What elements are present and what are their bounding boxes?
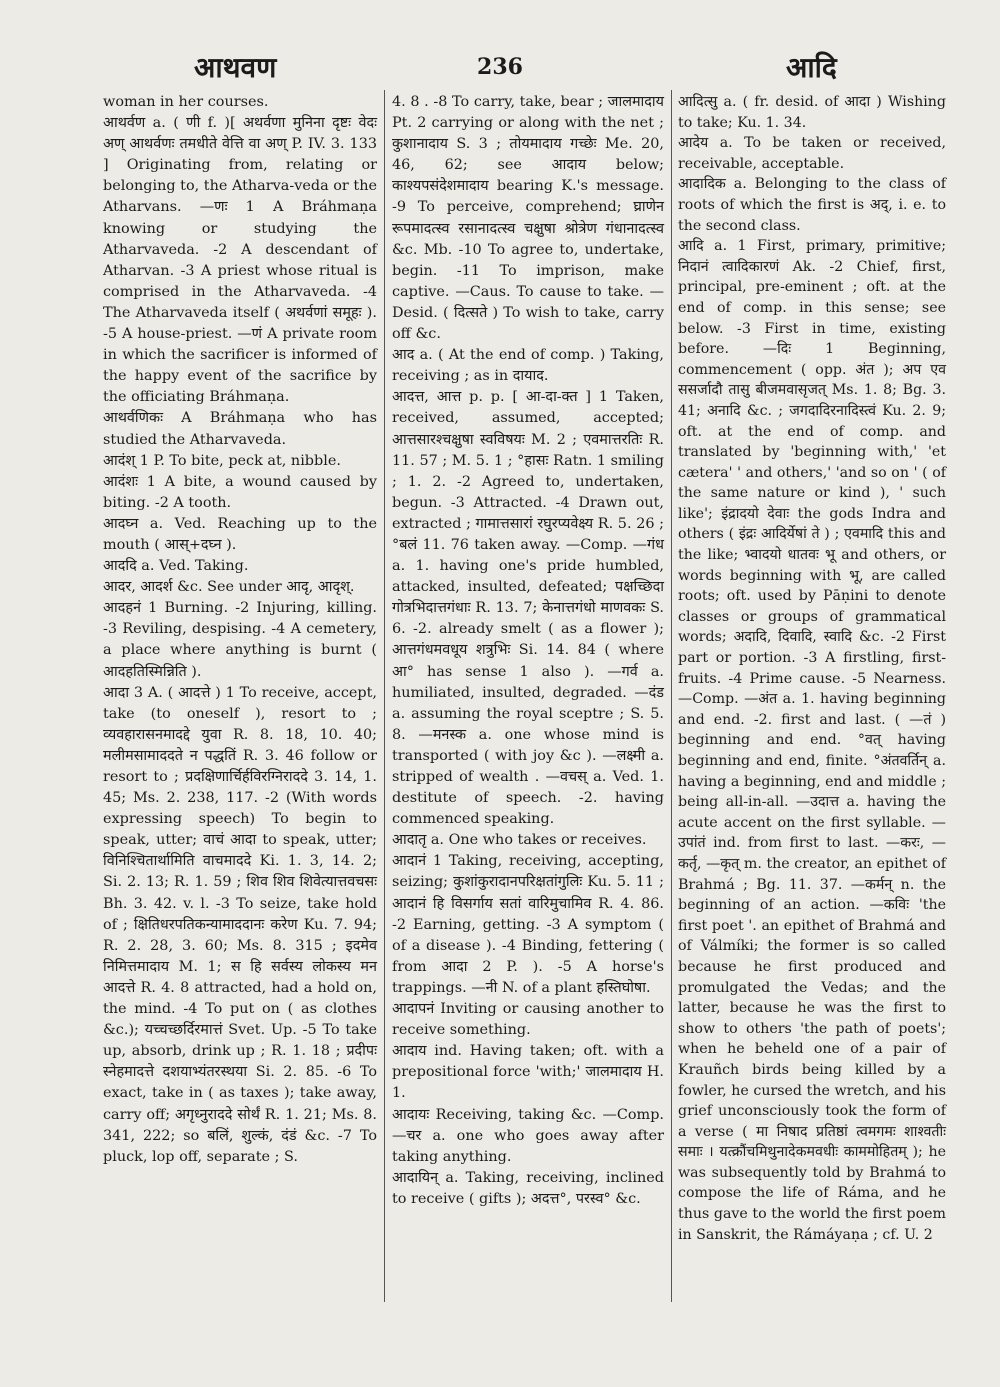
column-2 [392,92,664,1210]
entry: आथर्वण a. ( णी f. )[ अथर्वणा मुनिना दृष्टः वेदः अण् आथर्वणः तमधीते वेत्ति वा अण् P. IV. 3. 133 ] Originating from, relating or belonging to, the Atharva-veda or the Atharvans. —णः 1 A Bráhmaṇa knowing or studying the Atharvaveda. -2 A descendant of Atharvan. -3 A priest whose ritual is comprised in the Atharvaveda. -4 The Atharvaveda itself ( अथर्वणां समूहः ). -5 A house-priest. —णं A private room in which the sacrificer is informed of the happy event of the sacrifice by the officiating Bráhmaṇa. [103,115,377,406]
entry: आथर्वणिकः A Bráhmaṇa who has studied the Atharvaveda. [103,410,377,448]
entry: आदापनं Inviting or causing another to receive something. [392,1001,664,1039]
entry: आदंश् 1 P. To bite, peck at, nibble. [103,452,341,469]
entry: आदायः Receiving, taking &c. —Comp. —चर a. one who goes away after taking anything. [392,1106,664,1165]
running-head-left: आथवण [194,51,277,84]
entry: आदानं 1 Taking, receiving, accepting, seizing; कुशांकुरादानपरिक्षतांगुलिः Ku. 5. 11 ; आदानं हि विसर्गाय सतां वारिमुचामिव R. 4. 86. -2 Earning, getting. -3 A symptom ( of a disease ). -4 Binding, fettering ( from आदा 2 P. ). -5 A horse's trappings. —नी N. of a plant हस्तिघोषा. [392,853,664,996]
entry: woman in her courses. [103,94,269,110]
running-head-right: आदि [786,51,837,84]
entry: आदित्सु a. ( fr. desid. of आदा ) Wishing to take; Ku. 1. 34. [678,94,946,131]
column-3 [678,92,946,1245]
entry: आदघ्न a. Ved. Reaching up to the mouth ( आस्+दघ्न ). [103,515,377,553]
entry: आद a. ( At the end of comp. ) Taking, receiving ; as in दायाद. [392,347,664,385]
entry: आदेय a. To be taken or received, receivable, acceptable. [678,135,946,172]
column-rule-1 [384,90,385,1302]
entry: आदायिन् a. Taking, receiving, inclined to receive ( gifts ); अदत्त°, परस्व° &c. [392,1169,664,1207]
entry: आदाय ind. Having taken; oft. with a prepositional force 'with;' जालमादाय H. 1. [392,1043,664,1102]
entry: आदि a. 1 First, primary, primitive; निदानं त्वादिकारणं Ak. -2 Chief, first, principal, pre-eminent ; oft. at the end of comp. in this sense; see below. -3 First in time, existing before. —दिः 1 Beginning, commencement ( opp. अंत ); अप एव ससर्जादौ तासु बीजमवासृजत् Ms. 1. 8; Bg. 3. 41; अनादि &c. ; जगदादिरनादिस्त्वं Ku. 2. 9; oft. at the end of comp. and translated by 'beginning with,' 'et cætera' ' and others,' 'and so on ' ( of the same nature or kind ), ' such like'; इंद्रादयो देवाः the gods Indra and others ( इंद्रः आदिर्येषां ते ) ; एवमादि this and the like; भ्वादयो धातवः भू and others, or words beginning with भू, are called roots; oft. used by Pāṇini to denote classes or groups of grammatical words; अदादि, दिवादि, स्वादि &c. -2 First part or portion. -3 A firstling, first-fruits. -4 Prime cause. -5 Nearness. —Comp. —अंत a. 1. having beginning and end. -2. first and last. ( —तं ) beginning and end. °वत् having beginning and end, finite. °अंतवर्तिन् a. having a beginning, end and middle ; being all-in-all. —उदात्त a. having the acute accent on the first syllable. —उपांतं ind. from first to last. —करः, —कर्तृ, —कृत् m. the creator, an epithet of Brahmá ; Bg. 11. 37. —कर्मन् n. the beginning of an action. —कविः 'the first poet '. an epithet of Brahmá and of Válmíki; the former is so called because he first produced and promulgated the Vedas; and the latter, because he was the first to show to others 'the path of poets'; when he beheld one of a pair of Krauñch birds being killed by a fowler, he cursed the wretch, and his grief unconsciously took the form of a verse ( मा निषाद प्रतिष्ठां त्वमगमः शाश्वतीः समाः । यत्क्रौंचमिथुनादेकमवधीः काममोहितम् ); he was subsequently told by Brahmá to compose the life of Ráma, and he thus gave to the world the first poem in Sanskrit, the Rámáyaṇa ; cf. U. 2 [678,238,946,1243]
entry: आदादिक a. Belonging to the class of roots of which the first is अद्, i. e. to the second class. [678,176,946,234]
page-number: 236 [477,54,523,80]
entry: आदहनं 1 Burning. -2 Injuring, killing. -3 Reviling, despising. -4 A cemetery, a place where anything is burnt ( आदहतिस्मिन्निति ). [103,600,377,680]
entry: आदातृ a. One who takes or receives. [392,832,647,849]
column-1 [103,92,377,1168]
entry: आदत्त, आत्त p. p. [ आ-दा-क्त ] 1 Taken, received, assumed, accepted; आत्तसारश्चक्षुषा स्वविषयः M. 2 ; एवमात्तरतिः R. 11. 57 ; M. 5. 1 ; °हासः Ratn. 1 smiling ; 1. 2. -2 Agreed to, undertaken, begun. -3 Attracted. -4 Drawn out, extracted ; गामात्तसारां रघुरप्यवेक्ष्य R. 5. 26 ; °बलं 11. 76 taken away. —Comp. —गंध a. 1. having one's pride humbled, attacked, insulted, defeated; पक्षच्छिदा गोत्रभिदात्तगंधाः R. 13. 7; केनात्तगंधो माणवकः S. 6. -2. already smelt ( as a flower ); आत्तगंधमवधूय शत्रुभिः Si. 14. 84 ( where आ° has sense 1 also ). —गर्व a. humiliated, insulted, degraded. —दंड a. assuming the royal sceptre ; S. 5. 8. —मनस्क a. one whose mind is transported ( with joy &c ). —लक्ष्मी a. stripped of wealth . —वचस् a. Ved. 1. destitute of speech. -2. having commenced speaking. [392,389,664,828]
column-rule-2 [671,90,672,1302]
entry: आददि a. Ved. Taking. [103,558,249,575]
entry: 4. 8 . -8 To carry, take, bear ; जालमादाय Pt. 2 carrying or along with the net ; कुशानादाय S. 3 ; तोयमादाय गच्छेः Me. 20, 46, 62; see आदाय below; काश्यपसंदेशमादाय bearing K.'s message. -9 To perceive, comprehend; घ्राणेन रूपमादत्स्व रसानादत्स्व चक्षुषा श्रोत्रेण गंधानादत्स्व &c. Mb. -10 To agree to, undertake, begin. -11 To imprison, make captive. —Caus. To cause to take. —Desid. ( दित्सते ) To wish to take, carry off &c. [392,94,664,343]
entry: आदर, आदर्श &c. See under आदृ, आदृश्. [103,579,355,596]
entry: आदा 3 A. ( आदत्ते ) 1 To receive, accept, take (to oneself ), resort to ; व्यवहारासनमादद्दे युवा R. 8. 18, 10. 40; मलीमसामाददते न पद्धतिं R. 3. 46 follow or resort to ; प्रदक्षिणार्चिर्हविरग्निराददे 3. 14, 1. 45; Ms. 2. 238, 117. -2 (With words expressing speech) To begin to speak, utter; वाचं आदा to speak, utter; विनिश्चितार्थामिति वाचमाददे Ki. 1. 3, 14. 2; Si. 2. 13; R. 1. 59 ; शिव शिव शिवेत्यात्तवचसः Bh. 3. 42. v. l. -3 To seize, take hold of ; क्षितिधरपतिकन्यामाददानः करेण Ku. 7. 94; R. 2. 28, 3. 60; Ms. 8. 315 ; इदमेव निमित्तमादाय M. 1; स हि सर्वस्य लोकस्य मन आदत्ते R. 4. 8 attracted, had a hold on, the mind. -4 To put on ( as clothes &c.); यच्चच्छर्दिरमात्तं Svet. Up. -5 To take up, absorb, drink up ; R. 1. 18 ; प्रदीपः स्नेहमादत्ते दशयाभ्यंतरस्थया Si. 2. 85. -6 To exact, take in ( as taxes ); take away, carry off; अगृध्नुराददे सोर्थं R. 1. 21; Ms. 8. 341, 222; so बलिं, शुल्कं, दंडं &c. -7 To pluck, lop off, separate ; S. [103,684,377,1165]
entry: आदंशः 1 A bite, a wound caused by biting. -2 A tooth. [103,473,377,511]
